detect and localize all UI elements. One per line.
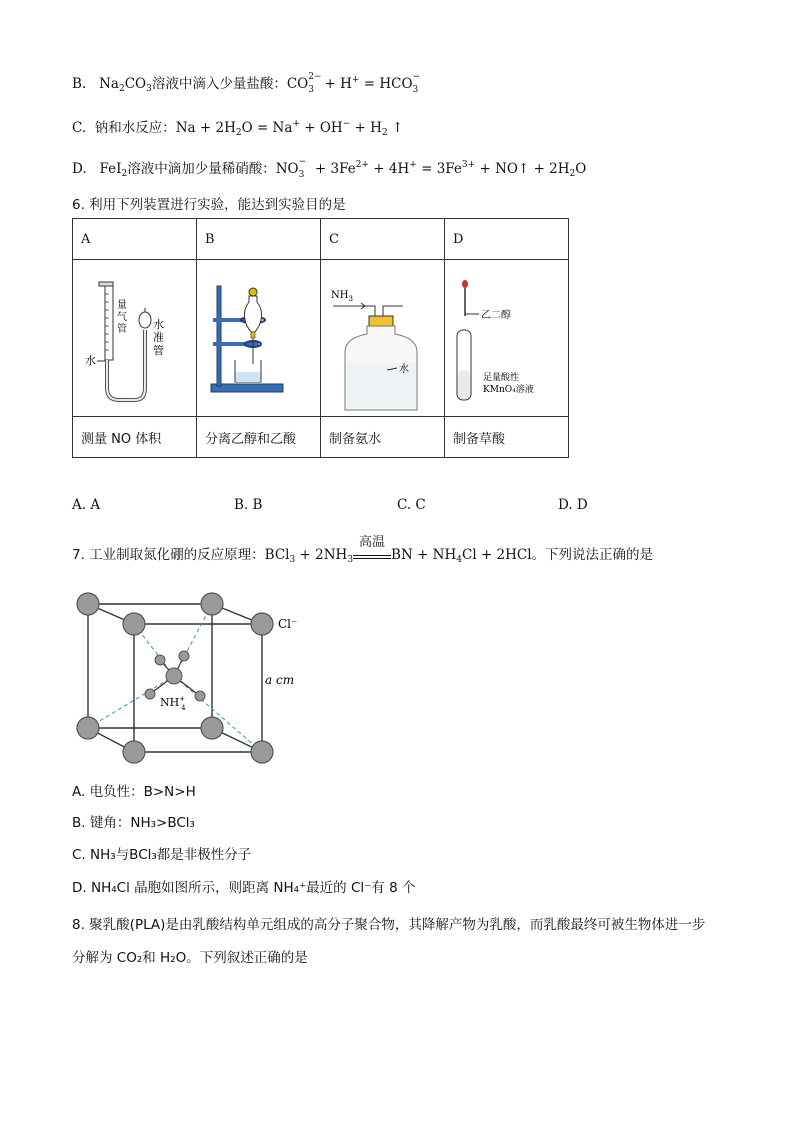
figure-d-tube <box>445 260 569 417</box>
caption-d: 制备草酸 <box>445 417 569 458</box>
liquid-label: 水 <box>399 364 409 375</box>
svg-text:准: 准 <box>153 331 164 344</box>
caption-a: 测量 NO 体积 <box>73 417 197 458</box>
figure-b-funnel <box>197 260 321 417</box>
figure-a-burette <box>73 260 197 417</box>
option-label: B. <box>72 76 87 92</box>
answer-d: D. D <box>558 497 588 513</box>
svg-text:气: 气 <box>117 312 127 323</box>
q6-options-table <box>72 218 569 458</box>
caption-b: 分离乙醇和乙酸 <box>197 417 321 458</box>
answer-c: C. C <box>397 497 426 513</box>
cl-ion-label: Cl⁻ <box>278 617 298 631</box>
nh4cl-unit-cell-figure <box>72 588 312 768</box>
header-d: D <box>445 219 569 260</box>
option-label: C. <box>72 120 87 136</box>
svg-text:管: 管 <box>117 324 127 335</box>
q7-option-b: B. 键角：NH₃>BCl₃ <box>72 815 195 831</box>
header-b: B <box>197 219 321 260</box>
q8-line-1: 8. 聚乳酸(PLA)是由乳酸结构单元组成的高分子聚合物，其降解产物为乳酸，而乳酸最终可被生物体进一步 <box>72 917 706 933</box>
tube-label-1: 足量酸性 <box>483 373 520 383</box>
option-label: D. <box>72 161 87 177</box>
tube1-label-1: 量 <box>117 300 127 311</box>
tube2-label: 水 <box>153 318 164 331</box>
edge-length-label: a cm <box>265 673 295 687</box>
dropper-label: 乙二醇 <box>481 310 511 321</box>
header-c: C <box>321 219 445 260</box>
q7-option-a: A. 电负性：B>N>H <box>72 784 196 800</box>
svg-text:管: 管 <box>153 344 164 357</box>
answer-a: A. A <box>72 497 101 513</box>
q6-stem: 6. 利用下列装置进行实验，能达到实验目的是 <box>72 197 346 213</box>
q7-stem: 7. 工业制取氮化硼的反应原理：$BCl_3 + 2NH_3$ 高温 BN + $NH_4Cl + 2HCl$。下列说法正确的是 <box>72 543 653 565</box>
caption-c: 制备氨水 <box>321 417 445 458</box>
header-a: A <box>73 219 197 260</box>
reaction-condition: 高温 <box>359 535 386 550</box>
q5-option-d: D. FeI$_2$溶液中滴加少量稀硝酸：NO − 3 + $3Fe^{2+} + 4H^+ = 3Fe^{3+}$ + NO↑ + $2H_2O$ <box>72 156 587 180</box>
option-text: 溶液中滴入少量盐酸： <box>151 76 287 92</box>
figure-c-bottle <box>321 260 445 417</box>
q8-line-2: 分解为 CO₂和 H₂O。下列叙述正确的是 <box>72 950 308 966</box>
nh4-label: NH+ 4 <box>160 695 186 712</box>
q5-option-c: C. 钠和水反应：$Na + 2H_2O = Na^+ + OH^- + H_2$ ↑ <box>72 119 404 138</box>
option-text: 钠和水反应： <box>94 120 176 136</box>
water-label: 水 <box>85 354 96 367</box>
option-text: 溶液中滴加少量稀硝酸： <box>127 161 276 177</box>
q5-option-b: B. $Na_2CO_3$溶液中滴入少量盐酸：CO 2− 3 + H+ = HCO − 3 <box>72 71 421 95</box>
answer-b: B. B <box>234 497 263 513</box>
q7-option-c: C. NH₃与BCl₃都是非极性分子 <box>72 847 252 863</box>
tube-label-2: KMnO₄溶液 <box>483 385 534 395</box>
gas-label: $NH_3$ <box>331 290 353 303</box>
q7-option-d: D. NH₄Cl 晶胞如图所示，则距离 NH₄⁺最近的 Cl⁻有 8 个 <box>72 880 416 896</box>
